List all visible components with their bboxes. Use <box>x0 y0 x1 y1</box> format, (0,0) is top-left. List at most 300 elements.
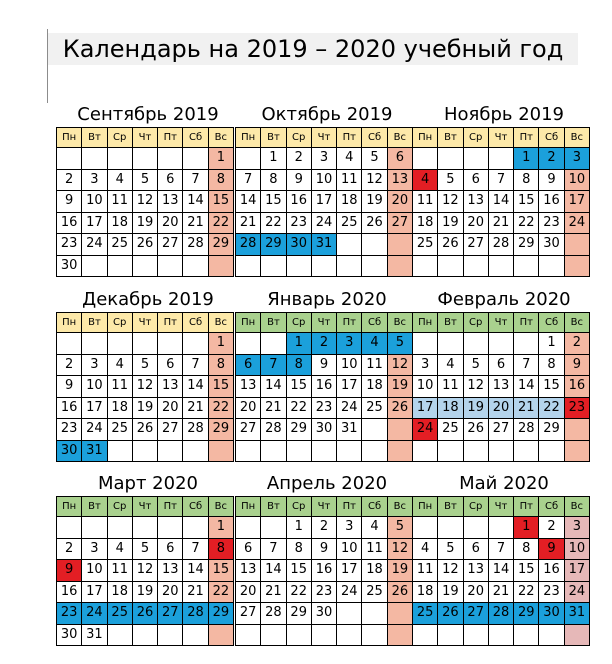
day-cell: 26 <box>387 581 412 603</box>
day-cell: 23 <box>539 212 564 234</box>
weekday-label: Пн <box>413 313 438 333</box>
day-cell <box>158 255 183 277</box>
week-row <box>236 603 413 625</box>
day-cell: 20 <box>158 581 183 603</box>
weekday-label: Вс <box>387 497 412 517</box>
day-cell: 15 <box>208 376 233 398</box>
day-cell <box>132 624 157 646</box>
week-row <box>57 603 234 625</box>
day-cell <box>463 624 488 646</box>
calendar-grid <box>235 496 413 646</box>
month-title: Октябрь 2019 <box>261 104 393 125</box>
weekday-label: Ср <box>463 128 488 148</box>
weekday-label: Вс <box>564 497 589 517</box>
day-cell: 18 <box>107 397 132 419</box>
weekday-label: Ср <box>107 128 132 148</box>
day-cell: 21 <box>261 581 286 603</box>
day-cell: 29 <box>208 234 233 256</box>
day-cell <box>208 624 233 646</box>
day-cell: 25 <box>362 397 387 419</box>
day-cell: 8 <box>208 354 233 376</box>
day-cell <box>107 148 132 170</box>
day-cell: 23 <box>57 419 82 441</box>
weekday-label: Чт <box>488 497 513 517</box>
day-cell: 26 <box>438 234 463 256</box>
weekday-label: Пт <box>514 128 539 148</box>
day-cell: 12 <box>132 191 157 213</box>
month-title: Январь 2020 <box>267 289 387 310</box>
weekday-label: Вт <box>438 128 463 148</box>
week-row <box>236 624 413 646</box>
day-cell: 14 <box>183 191 208 213</box>
weekday-label: Пт <box>514 313 539 333</box>
day-cell: 17 <box>311 191 336 213</box>
week-row <box>236 354 413 376</box>
weekday-label: Сб <box>539 313 564 333</box>
day-cell: 17 <box>337 376 362 398</box>
day-cell: 4 <box>413 538 438 560</box>
day-cell <box>463 255 488 277</box>
day-cell: 8 <box>514 169 539 191</box>
day-cell: 29 <box>286 603 311 625</box>
weekday-label: Ср <box>286 313 311 333</box>
day-cell: 3 <box>564 517 589 539</box>
day-cell <box>286 624 311 646</box>
day-cell: 6 <box>387 148 412 170</box>
day-cell: 18 <box>107 581 132 603</box>
day-cell: 29 <box>539 419 564 441</box>
weekday-label: Пн <box>236 128 261 148</box>
day-cell <box>183 624 208 646</box>
week-row <box>57 517 234 539</box>
day-cell <box>488 624 513 646</box>
day-cell <box>132 148 157 170</box>
day-cell: 6 <box>158 538 183 560</box>
day-cell <box>57 517 82 539</box>
week-row <box>413 354 590 376</box>
day-cell: 25 <box>337 212 362 234</box>
day-cell: 6 <box>158 354 183 376</box>
day-cell: 15 <box>286 560 311 582</box>
weekday-label: Пт <box>514 497 539 517</box>
day-cell <box>236 333 261 355</box>
day-cell: 6 <box>463 538 488 560</box>
day-cell: 3 <box>564 148 589 170</box>
day-cell: 16 <box>564 376 589 398</box>
day-cell <box>463 517 488 539</box>
day-cell: 19 <box>132 397 157 419</box>
day-cell <box>236 148 261 170</box>
weekday-label: Сб <box>183 128 208 148</box>
day-cell: 17 <box>82 581 107 603</box>
day-cell <box>158 148 183 170</box>
day-cell: 5 <box>132 538 157 560</box>
day-cell: 7 <box>261 538 286 560</box>
day-cell: 17 <box>564 191 589 213</box>
day-cell: 2 <box>57 169 82 191</box>
day-cell: 4 <box>107 538 132 560</box>
day-cell: 16 <box>57 581 82 603</box>
day-cell <box>236 517 261 539</box>
day-cell <box>132 517 157 539</box>
day-cell: 12 <box>438 560 463 582</box>
day-cell: 28 <box>514 419 539 441</box>
day-cell: 2 <box>564 333 589 355</box>
week-row <box>236 538 413 560</box>
day-cell: 14 <box>236 191 261 213</box>
day-cell: 24 <box>82 603 107 625</box>
day-cell: 24 <box>564 581 589 603</box>
day-cell: 30 <box>286 234 311 256</box>
day-cell: 1 <box>286 333 311 355</box>
weekday-label: Вс <box>208 128 233 148</box>
day-cell <box>107 517 132 539</box>
week-row <box>236 234 413 256</box>
day-cell: 20 <box>158 397 183 419</box>
day-cell <box>387 234 412 256</box>
day-cell: 1 <box>286 517 311 539</box>
calendar-grid <box>412 496 590 646</box>
day-cell: 22 <box>514 212 539 234</box>
day-cell: 13 <box>463 191 488 213</box>
day-cell <box>463 148 488 170</box>
day-cell: 31 <box>311 234 336 256</box>
day-cell: 22 <box>208 212 233 234</box>
weekday-header-row <box>413 497 590 517</box>
week-row <box>236 419 413 441</box>
day-cell: 5 <box>362 148 387 170</box>
weekday-header-row <box>236 313 413 333</box>
day-cell <box>438 255 463 277</box>
week-row <box>236 191 413 213</box>
day-cell: 30 <box>57 255 82 277</box>
week-row <box>413 603 590 625</box>
day-cell: 8 <box>208 169 233 191</box>
day-cell <box>183 517 208 539</box>
weekday-label: Чт <box>311 497 336 517</box>
day-cell: 26 <box>362 212 387 234</box>
day-cell: 23 <box>57 603 82 625</box>
day-cell: 3 <box>82 169 107 191</box>
day-cell <box>488 255 513 277</box>
day-cell: 4 <box>107 169 132 191</box>
day-cell <box>337 603 362 625</box>
day-cell: 14 <box>183 376 208 398</box>
day-cell <box>488 333 513 355</box>
day-cell: 27 <box>387 212 412 234</box>
day-cell <box>438 624 463 646</box>
day-cell <box>261 517 286 539</box>
day-cell <box>413 517 438 539</box>
day-cell: 21 <box>183 397 208 419</box>
day-cell: 19 <box>387 560 412 582</box>
weekday-label: Чт <box>132 497 157 517</box>
day-cell: 31 <box>564 603 589 625</box>
day-cell: 25 <box>107 234 132 256</box>
day-cell: 20 <box>236 581 261 603</box>
day-cell: 18 <box>438 397 463 419</box>
day-cell <box>387 624 412 646</box>
day-cell: 10 <box>564 169 589 191</box>
day-cell: 26 <box>438 603 463 625</box>
day-cell: 24 <box>82 419 107 441</box>
day-cell: 3 <box>337 517 362 539</box>
day-cell <box>438 148 463 170</box>
day-cell <box>286 440 311 462</box>
day-cell: 20 <box>488 397 513 419</box>
day-cell: 12 <box>463 376 488 398</box>
day-cell <box>158 517 183 539</box>
week-row <box>236 581 413 603</box>
day-cell: 20 <box>463 581 488 603</box>
day-cell: 8 <box>286 538 311 560</box>
day-cell: 8 <box>539 354 564 376</box>
weekday-label: Вс <box>564 313 589 333</box>
day-cell: 9 <box>286 169 311 191</box>
day-cell: 21 <box>514 397 539 419</box>
day-cell: 4 <box>337 148 362 170</box>
day-cell: 1 <box>208 333 233 355</box>
week-row <box>413 234 590 256</box>
day-cell: 21 <box>488 581 513 603</box>
day-cell <box>362 624 387 646</box>
week-row <box>413 581 590 603</box>
weekday-header-row <box>236 128 413 148</box>
day-cell <box>463 333 488 355</box>
weekday-label: Сб <box>183 313 208 333</box>
week-row <box>413 333 590 355</box>
day-cell <box>463 440 488 462</box>
day-cell: 1 <box>261 148 286 170</box>
day-cell: 7 <box>488 538 513 560</box>
day-cell: 16 <box>539 560 564 582</box>
day-cell <box>311 255 336 277</box>
day-cell <box>387 255 412 277</box>
day-cell: 14 <box>183 560 208 582</box>
weekday-label: Пн <box>57 313 82 333</box>
day-cell: 12 <box>387 354 412 376</box>
day-cell <box>183 333 208 355</box>
week-row <box>236 255 413 277</box>
day-cell: 8 <box>208 538 233 560</box>
week-row <box>236 560 413 582</box>
day-cell: 9 <box>539 169 564 191</box>
weekday-label: Сб <box>362 128 387 148</box>
day-cell: 24 <box>311 212 336 234</box>
day-cell: 11 <box>413 191 438 213</box>
week-row <box>57 212 234 234</box>
day-cell: 17 <box>82 397 107 419</box>
day-cell: 3 <box>311 148 336 170</box>
day-cell <box>564 255 589 277</box>
day-cell: 23 <box>311 397 336 419</box>
weekday-label: Сб <box>539 497 564 517</box>
day-cell: 27 <box>236 603 261 625</box>
day-cell: 25 <box>107 419 132 441</box>
day-cell: 28 <box>183 603 208 625</box>
day-cell <box>82 333 107 355</box>
week-row <box>236 148 413 170</box>
day-cell: 14 <box>488 191 513 213</box>
day-cell: 2 <box>539 517 564 539</box>
day-cell: 15 <box>261 191 286 213</box>
day-cell: 10 <box>337 538 362 560</box>
weekday-label: Сб <box>539 128 564 148</box>
weekday-label: Ср <box>463 497 488 517</box>
day-cell: 22 <box>539 397 564 419</box>
day-cell: 26 <box>463 419 488 441</box>
week-row <box>57 581 234 603</box>
day-cell: 2 <box>539 148 564 170</box>
day-cell: 19 <box>463 397 488 419</box>
day-cell <box>337 234 362 256</box>
day-cell <box>387 419 412 441</box>
day-cell: 12 <box>132 376 157 398</box>
day-cell: 1 <box>514 517 539 539</box>
day-cell: 9 <box>311 538 336 560</box>
day-cell: 28 <box>236 234 261 256</box>
week-row <box>57 538 234 560</box>
day-cell <box>183 440 208 462</box>
day-cell: 21 <box>236 212 261 234</box>
day-cell <box>261 624 286 646</box>
weekday-label: Чт <box>311 128 336 148</box>
week-row <box>57 440 234 462</box>
day-cell: 10 <box>311 169 336 191</box>
day-cell: 19 <box>132 581 157 603</box>
day-cell: 5 <box>132 354 157 376</box>
day-cell <box>362 603 387 625</box>
day-cell: 28 <box>183 419 208 441</box>
day-cell <box>413 148 438 170</box>
weekday-label: Ср <box>463 313 488 333</box>
day-cell: 27 <box>158 419 183 441</box>
weekday-label: Вс <box>208 497 233 517</box>
page-title: Календарь на 2019 – 2020 учебный год <box>48 33 578 65</box>
week-row <box>57 191 234 213</box>
week-row <box>413 191 590 213</box>
day-cell: 14 <box>261 376 286 398</box>
day-cell: 10 <box>82 191 107 213</box>
day-cell: 17 <box>413 397 438 419</box>
weekday-label: Вт <box>261 128 286 148</box>
day-cell: 25 <box>413 234 438 256</box>
weekday-header-row <box>413 313 590 333</box>
day-cell: 23 <box>57 234 82 256</box>
week-row <box>413 624 590 646</box>
day-cell <box>362 440 387 462</box>
weekday-label: Пн <box>57 128 82 148</box>
day-cell <box>413 333 438 355</box>
day-cell: 31 <box>82 624 107 646</box>
day-cell: 15 <box>539 376 564 398</box>
day-cell: 23 <box>564 397 589 419</box>
weekday-header-row <box>57 497 234 517</box>
day-cell: 9 <box>57 560 82 582</box>
week-row <box>413 538 590 560</box>
day-cell: 13 <box>463 560 488 582</box>
day-cell <box>514 333 539 355</box>
day-cell <box>82 517 107 539</box>
day-cell <box>438 440 463 462</box>
day-cell: 2 <box>311 333 336 355</box>
day-cell: 11 <box>362 538 387 560</box>
day-cell <box>183 148 208 170</box>
day-cell: 25 <box>362 581 387 603</box>
week-row <box>413 397 590 419</box>
day-cell: 28 <box>183 234 208 256</box>
day-cell: 17 <box>564 560 589 582</box>
day-cell: 8 <box>261 169 286 191</box>
day-cell: 13 <box>158 560 183 582</box>
day-cell <box>158 440 183 462</box>
day-cell <box>158 624 183 646</box>
day-cell: 15 <box>286 376 311 398</box>
day-cell <box>362 255 387 277</box>
day-cell <box>208 255 233 277</box>
weekday-label: Вт <box>82 313 107 333</box>
day-cell: 6 <box>236 354 261 376</box>
day-cell: 18 <box>413 212 438 234</box>
month-title: Ноябрь 2019 <box>443 104 565 125</box>
day-cell: 9 <box>57 191 82 213</box>
day-cell: 28 <box>261 603 286 625</box>
weekday-label: Вт <box>438 313 463 333</box>
day-cell: 5 <box>463 354 488 376</box>
day-cell: 7 <box>488 169 513 191</box>
day-cell: 26 <box>387 397 412 419</box>
weekday-label: Вт <box>261 313 286 333</box>
day-cell: 6 <box>158 169 183 191</box>
day-cell: 27 <box>236 419 261 441</box>
weekday-label: Вт <box>261 497 286 517</box>
day-cell <box>311 624 336 646</box>
day-cell: 11 <box>362 354 387 376</box>
week-row <box>57 354 234 376</box>
day-cell: 25 <box>438 419 463 441</box>
weekday-label: Вт <box>82 128 107 148</box>
weekday-label: Пн <box>236 313 261 333</box>
day-cell: 2 <box>286 148 311 170</box>
day-cell: 2 <box>57 354 82 376</box>
day-cell: 18 <box>362 376 387 398</box>
day-cell: 29 <box>208 419 233 441</box>
day-cell: 24 <box>564 212 589 234</box>
day-cell: 10 <box>564 538 589 560</box>
day-cell: 11 <box>107 376 132 398</box>
day-cell <box>57 148 82 170</box>
day-cell: 18 <box>362 560 387 582</box>
day-cell: 4 <box>362 517 387 539</box>
weekday-label: Ср <box>286 128 311 148</box>
weekday-header-row <box>413 128 590 148</box>
week-row <box>413 376 590 398</box>
day-cell: 11 <box>337 169 362 191</box>
day-cell: 11 <box>438 376 463 398</box>
day-cell <box>158 333 183 355</box>
day-cell: 12 <box>132 560 157 582</box>
week-row <box>57 624 234 646</box>
day-cell <box>107 440 132 462</box>
day-cell <box>488 517 513 539</box>
weekday-label: Пт <box>158 128 183 148</box>
day-cell <box>438 517 463 539</box>
day-cell: 7 <box>261 354 286 376</box>
weekday-header-row <box>57 313 234 333</box>
day-cell: 27 <box>158 603 183 625</box>
weekday-label: Чт <box>132 313 157 333</box>
day-cell <box>564 419 589 441</box>
